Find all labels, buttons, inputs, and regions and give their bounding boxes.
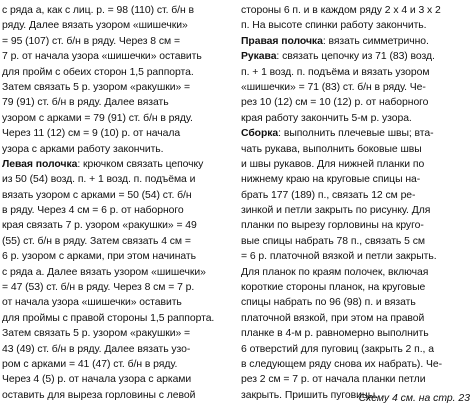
text-line-content: Затем связать 5 р. узором «ракушки» = bbox=[2, 328, 191, 340]
text-line-content: платочной вязкой, при этом на правой bbox=[241, 312, 425, 324]
text-line-content: (55) ст. б/н в ряду. Затем связать 4 см = bbox=[2, 235, 191, 247]
text-line-content: «шишечки» = 71 (83) ст. б/н в ряду. Че- bbox=[241, 81, 426, 93]
text-line bbox=[2, 172, 234, 187]
text-line-content: планке в 4-м р. равномерно выполнить bbox=[241, 328, 429, 340]
text-line bbox=[2, 18, 234, 33]
text-line bbox=[2, 188, 234, 203]
text-line bbox=[241, 65, 472, 80]
text-line-content: в ряду. Через 4 см = 6 р. от наборного bbox=[2, 205, 184, 217]
text-line-content: Через 4 (5) р. от начала узора с арками bbox=[2, 374, 192, 386]
text-line-content: нижнему краю на круговые спицы на- bbox=[241, 174, 421, 186]
section-heading: Сборка bbox=[241, 128, 279, 140]
text-line bbox=[241, 326, 472, 341]
text-line-content: для пройм с обеих сторон 1,5 раппорта. bbox=[2, 66, 194, 78]
text-line bbox=[2, 311, 234, 326]
text-line bbox=[2, 3, 234, 18]
text-line bbox=[2, 295, 234, 310]
text-line bbox=[241, 218, 472, 233]
text-line bbox=[2, 372, 234, 387]
text-line-content: узора с арками работу закончить. bbox=[2, 143, 164, 155]
text-line-content: : связать цепочку из 71 (83) возд. bbox=[276, 51, 435, 63]
text-line bbox=[2, 95, 234, 110]
text-line-content: края работу закончить 5-м р. узора. bbox=[241, 112, 412, 124]
text-line bbox=[241, 265, 472, 280]
text-line bbox=[241, 126, 472, 141]
text-line-content: закрыть. Пришить пуговицы. bbox=[241, 389, 379, 401]
text-line-content: 6 р. узором с арками, при этом начинать bbox=[2, 251, 196, 263]
text-line bbox=[2, 249, 234, 264]
text-line bbox=[241, 3, 472, 18]
text-line bbox=[241, 34, 472, 49]
text-line-content: планки по вырезу горловины на круго- bbox=[241, 220, 424, 232]
text-line-content: в следующем ряду снова их набрать). Че- bbox=[241, 358, 443, 370]
text-line-content: : вязать симметрично. bbox=[322, 35, 429, 47]
text-line bbox=[241, 172, 472, 187]
text-line bbox=[2, 203, 234, 218]
text-line-content: 43 (49) ст. б/н в ряду. Далее вязать узо- bbox=[2, 343, 191, 355]
section-heading: Правая полочка bbox=[241, 35, 323, 47]
text-line bbox=[2, 280, 234, 295]
text-line bbox=[2, 126, 234, 141]
text-line bbox=[241, 249, 472, 264]
text-line-content: узором с арками = 79 (91) ст. б/н в ряду. bbox=[2, 112, 193, 124]
text-line bbox=[241, 203, 472, 218]
text-line-content: ряду. Далее вязать узором «шишечки» bbox=[2, 20, 188, 32]
text-line-content: с ряда а. Далее вязать узором «шишечки» bbox=[2, 266, 206, 278]
text-line-content: зинкой и петли закрыть по рисунку. Для bbox=[241, 205, 431, 217]
text-line bbox=[241, 311, 472, 326]
text-line bbox=[2, 326, 234, 341]
text-line-content: рез 2 см = 7 р. от начала планки петли bbox=[241, 374, 426, 386]
text-line bbox=[2, 265, 234, 280]
text-line bbox=[2, 65, 234, 80]
text-line-content: 6 отверстий для пуговиц (закрыть 2 п., а bbox=[241, 343, 434, 355]
text-line bbox=[241, 188, 472, 203]
text-line-content: чать рукава, выполнить боковые швы bbox=[241, 143, 422, 155]
text-line bbox=[241, 111, 472, 126]
text-line bbox=[241, 357, 472, 372]
text-line-content: Через 11 (12) см = 9 (10) р. от начала bbox=[2, 128, 181, 140]
text-line bbox=[2, 388, 234, 403]
footer-note: Схему 4 см. на стр. 23 bbox=[358, 393, 470, 404]
text-line-content: из 50 (54) возд. п. + 1 возд. п. подъёма и bbox=[2, 174, 196, 186]
text-line-content: 79 (91) ст. б/н в ряду. Далее вязать bbox=[2, 97, 169, 109]
text-line-content: спицы набрать по 96 (98) п. и вязать bbox=[241, 297, 416, 309]
text-line bbox=[241, 157, 472, 172]
text-line bbox=[241, 295, 472, 310]
section-heading: Левая полочка bbox=[2, 158, 78, 170]
text-column-right bbox=[241, 3, 472, 403]
text-line bbox=[2, 111, 234, 126]
text-line bbox=[2, 357, 234, 372]
text-line bbox=[2, 342, 234, 357]
text-line-content: = 6 р. платочной вязкой и петли закрыть. bbox=[241, 251, 437, 263]
text-line bbox=[2, 218, 234, 233]
text-line-content: стороны 6 п. и в каждом ряду 2 х 4 и 3 х 2 bbox=[241, 5, 441, 16]
section-heading: Рукава bbox=[241, 51, 277, 63]
text-line bbox=[241, 372, 472, 387]
text-line-content: и швы рукавов. Для нижней планки по bbox=[241, 158, 425, 170]
text-line-content: : выполнить плечевые швы; вта- bbox=[278, 128, 434, 140]
text-line-content: брать 177 (189) п., связать 12 см ре- bbox=[241, 189, 416, 201]
text-line-content: оставить для выреза горловины с левой bbox=[2, 389, 196, 401]
text-line-content: края связать 7 р. узором «ракушки» = 49 bbox=[2, 220, 197, 232]
text-line bbox=[241, 95, 472, 110]
text-line bbox=[241, 342, 472, 357]
text-line-content: Для планок по краям полочек, включая bbox=[241, 266, 429, 278]
text-line bbox=[241, 142, 472, 157]
text-line-content: короткие стороны планок, на круговые bbox=[241, 282, 426, 294]
text-line bbox=[241, 49, 472, 64]
text-line bbox=[2, 49, 234, 64]
text-line-content: п. На высоте спинки работу закончить. bbox=[241, 20, 427, 32]
text-line-content: = 95 (107) ст. б/н в ряду. Через 8 см = bbox=[2, 35, 180, 47]
text-line bbox=[2, 157, 234, 172]
text-line-content: вязать узором с арками = 50 (54) ст. б/н bbox=[2, 189, 192, 201]
text-line bbox=[241, 234, 472, 249]
text-line bbox=[2, 234, 234, 249]
text-line bbox=[241, 80, 472, 95]
text-line-content: п. + 1 возд. п. подъёма и вязать узором bbox=[241, 66, 430, 78]
text-line bbox=[2, 80, 234, 95]
text-line-content: вые спицы набрать 78 п., связать 5 см bbox=[241, 235, 425, 247]
text-line-content: с ряда а, как с лиц. р. = 98 (110) ст. б/н в bbox=[2, 5, 194, 16]
text-line-content: ром с арками = 41 (47) ст. б/н в ряду. bbox=[2, 358, 178, 370]
text-line bbox=[241, 18, 472, 33]
text-line-content: Затем связать 5 р. узором «ракушки» = bbox=[2, 81, 191, 93]
text-line bbox=[241, 280, 472, 295]
text-line-content: рез 10 (12) см = 10 (12) р. от наборного bbox=[241, 97, 429, 109]
text-line bbox=[2, 34, 234, 49]
text-line bbox=[2, 142, 234, 157]
text-column-left bbox=[2, 3, 234, 403]
text-line-content: для проймы с правой стороны 1,5 раппорта. bbox=[2, 312, 215, 324]
text-line-content: = 47 (53) ст. б/н в ряду. Через 8 см = 7 р. bbox=[2, 282, 195, 294]
text-line-content: от начала узора «шишечки» оставить bbox=[2, 297, 182, 309]
text-line-content: : крючком связать цепочку bbox=[77, 158, 204, 170]
text-line-content: 7 р. от начала узора «шишечки» оставить bbox=[2, 51, 202, 63]
